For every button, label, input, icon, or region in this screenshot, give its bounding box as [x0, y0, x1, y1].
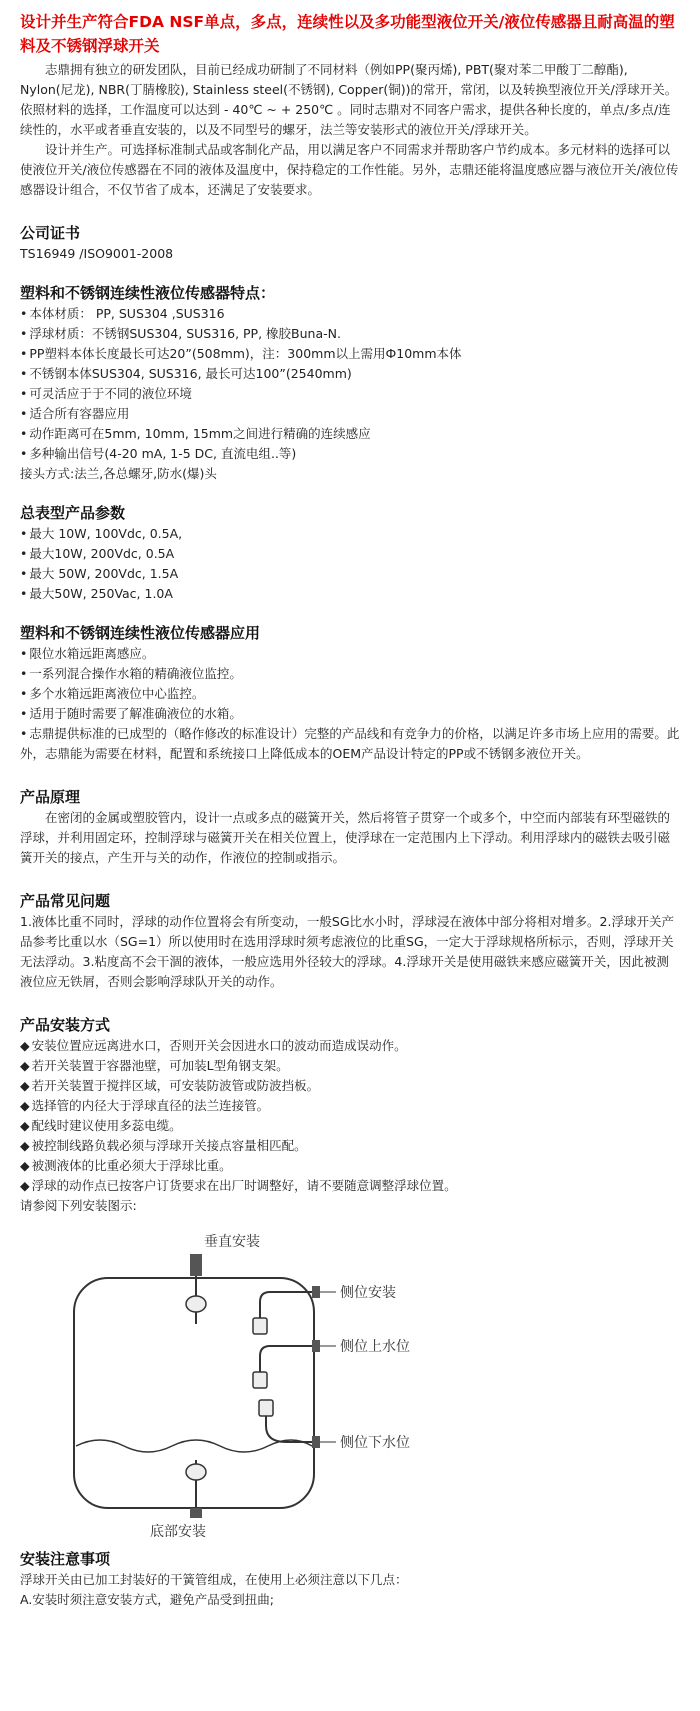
list-item: • 志鼎提供标准的已成型的（略作修改的标准设计）完整的产品线和有竞争力的价格，以满足许多市场上应用的需要。此外，志鼎能为需要在材料，配置和系统接口上降低成本的OEM产品设计特定的PP或不锈钢多液位开关。 — [20, 726, 680, 761]
bullet-icon: • — [20, 346, 28, 361]
bullet-icon: • — [20, 646, 28, 661]
side-upper-float-icon — [253, 1372, 267, 1388]
diamond-bullet-icon: ◆ — [20, 1058, 30, 1073]
side-float-icon — [253, 1318, 267, 1334]
notes-heading: 安装注意事项 — [20, 1550, 111, 1568]
cert-heading: 公司证书 — [20, 224, 81, 242]
features-tail: 接头方式:法兰,各总螺牙,防水(爆)头 — [20, 466, 217, 481]
top-switch-fitting — [190, 1254, 202, 1276]
list-item: • 限位水箱远距离感应。 — [20, 646, 155, 661]
list-item: ◆ 配线时建议使用多蕊电缆。 — [20, 1118, 182, 1133]
bottom-float-icon — [186, 1464, 206, 1480]
list-item: • 不锈钢本体SUS304, SUS316, 最长可达100”(2540mm) — [20, 366, 352, 381]
bullet-icon: • — [20, 326, 28, 341]
faq-heading: 产品常见问题 — [20, 892, 111, 910]
intro-paragraph-2: 设计并生产。可选择标准制式品或客制化产品，用以满足客户不同需求并帮助客户节约成本。多元材料的选择可以使液位开关/液位传感器在不同的液体及温度中，保持稳定的工作性能。另外，志鼎还能将温度感应器与液位开关/液位传感器设计组合，不仅节省了成本，还满足了安装要求。 — [20, 142, 679, 197]
bullet-icon: • — [20, 566, 28, 581]
diamond-bullet-icon: ◆ — [20, 1098, 30, 1113]
bullet-icon: • — [20, 446, 28, 461]
bullet-icon: • — [20, 406, 28, 421]
applications-list — [20, 644, 680, 764]
install-heading: 产品安装方式 — [20, 1016, 111, 1034]
side-lower-float-icon — [259, 1400, 273, 1416]
label-side-lower: 侧位下水位 — [340, 1435, 410, 1451]
list-item: • 一系列混合操作水箱的精确液位监控。 — [20, 666, 242, 681]
list-item: • 最大 10W, 100Vdc, 0.5A, — [20, 526, 183, 541]
bullet-icon: • — [20, 366, 28, 381]
bullet-icon: • — [20, 666, 28, 681]
list-item: ◆ 若开关装置于容器池壁，可加装L型角钢支架。 — [20, 1058, 289, 1073]
bottom-fitting — [190, 1508, 202, 1518]
bullet-icon: • — [20, 726, 28, 741]
list-item: ◆ 被测液体的比重必须大于浮球比重。 — [20, 1158, 232, 1173]
install-tail: 请参阅下列安装图示: — [20, 1198, 137, 1213]
bullet-icon: • — [20, 686, 28, 701]
cert-text: TS16949 /ISO9001-2008 — [20, 246, 174, 261]
installation-diagram — [20, 1220, 680, 1540]
features-heading: 塑料和不锈钢连续性液位传感器特点： — [20, 284, 276, 302]
list-item: • PP塑料本体长度最长可达20”(508mm)，注：300mm以上需用Ф10mm本体 — [20, 346, 462, 361]
list-item: ◆ 选择管的内径大于浮球直径的法兰连接管。 — [20, 1098, 270, 1113]
diamond-bullet-icon: ◆ — [20, 1038, 30, 1053]
label-side-install: 侧位安装 — [340, 1285, 396, 1301]
bullet-icon: • — [20, 546, 28, 561]
params-heading: 总表型产品参数 — [20, 504, 126, 522]
side-switch-stem — [260, 1292, 314, 1318]
notes-line-a: A.安装时须注意安装方式，避免产品受到扭曲; — [20, 1592, 275, 1607]
list-item: ◆ 被控制线路负载必须与浮球开关接点容量相匹配。 — [20, 1138, 307, 1153]
features-list — [20, 304, 680, 464]
label-top-install: 垂直安装 — [204, 1234, 260, 1250]
top-float-icon — [186, 1296, 206, 1312]
diamond-bullet-icon: ◆ — [20, 1078, 30, 1093]
list-item: • 最大50W, 250Vac, 1.0A — [20, 586, 173, 601]
diamond-bullet-icon: ◆ — [20, 1138, 30, 1153]
page-title: 设计并生产符合FDA NSF单点，多点，连续性以及多功能型液位开关/液位传感器且耐高温的塑料及不锈钢浮球开关 — [20, 13, 675, 55]
diamond-bullet-icon: ◆ — [20, 1178, 30, 1193]
side-lower-stem — [266, 1416, 314, 1442]
notes-intro: 浮球开关由已加工封装好的干簧管组成，在使用上必须注意以下几点： — [20, 1572, 408, 1587]
list-item: • 本体材质： PP, SUS304 ,SUS316 — [20, 306, 225, 321]
list-item: • 可灵活应于于不同的液位环境 — [20, 386, 192, 401]
principle-heading: 产品原理 — [20, 788, 81, 806]
list-item: ◆ 安装位置应远离进水口，否则开关会因进水口的波动而造成误动作。 — [20, 1038, 407, 1053]
bullet-icon: • — [20, 426, 28, 441]
applications-heading: 塑料和不锈钢连续性液位传感器应用 — [20, 624, 261, 642]
faq-text: 1.液体比重不同时，浮球的动作位置将会有所变动，一般SG比水小时，浮球浸在液体中部分将相对增多。2.浮球开关产品参考比重以水（SG=1）所以使用时在选用浮球时须考虑液位的比重SG，一定大于浮球规格所标示，否则，浮球开关无法浮动。3.粘度高不会干涸的液体，一般应选用外径较大的浮球。4.浮球开关是使用磁铁来感应磁簧开关，因此被测液位应无铁屑，否则会影响浮球队开关的动作。 — [20, 914, 674, 989]
bullet-icon: • — [20, 526, 28, 541]
list-item: ◆ 浮球的动作点已按客户订货要求在出厂时调整好，请不要随意调整浮球位置。 — [20, 1178, 457, 1193]
install-list — [20, 1036, 680, 1196]
list-item: • 适合所有容器应用 — [20, 406, 130, 421]
page-content — [20, 10, 680, 1610]
list-item: • 动作距离可在5mm, 10mm, 15mm之间进行精确的连续感应 — [20, 426, 371, 441]
bullet-icon: • — [20, 386, 28, 401]
list-item: • 浮球材质：不锈钢SUS304, SUS316, PP, 橡胶Buna-N. — [20, 326, 341, 341]
list-item: • 多种输出信号(4-20 mA, 1-5 DC, 直流电组..等) — [20, 446, 297, 461]
side-lower-fitting — [312, 1436, 320, 1448]
side-upper-fitting — [312, 1340, 320, 1352]
side-upper-stem — [260, 1346, 314, 1372]
intro-paragraph-1: 志鼎拥有独立的研发团队，目前已经成功研制了不同材料（例如PP(聚丙烯), PBT(聚对苯二甲酸丁二醇酯), Nylon(尼龙), NBR(丁腈橡胶), Stainless steel(不锈钢), Copper(铜))的常开，常闭，以及转换型液位开关/浮球开关。依照材料的选择，工作温度可以达到 - 40℃ ~ + 250℃ 。同时志鼎对不同客户需求，提供各种长度的，单点/多点/连续性的，水平或者垂直安装的，以及不同型号的螺牙，法兰等安装形式的液位开关/浮球开关。 — [20, 62, 678, 137]
bullet-icon: • — [20, 706, 28, 721]
label-bottom-install: 底部安装 — [150, 1524, 206, 1540]
bullet-icon: • — [20, 586, 28, 601]
diamond-bullet-icon: ◆ — [20, 1158, 30, 1173]
list-item: • 最大10W, 200Vdc, 0.5A — [20, 546, 175, 561]
list-item: • 多个水箱远距离液位中心监控。 — [20, 686, 205, 701]
list-item: ◆ 若开关装置于搅拌区域，可安装防波管或防波挡板。 — [20, 1078, 320, 1093]
principle-text: 在密闭的金属或塑胶管内，设计一点或多点的磁簧开关，然后将管子贯穿一个或多个，中空而内部装有环型磁铁的浮球，并利用固定环，控制浮球与磁簧开关在相关位置上，使浮球在一定范围内上下浮动。利用浮球内的磁铁去吸引磁簧开关的接点，产生开与关的动作，作液位的控制或指示。 — [20, 810, 671, 865]
bullet-icon: • — [20, 306, 28, 321]
diamond-bullet-icon: ◆ — [20, 1118, 30, 1133]
list-item: • 适用于随时需要了解准确液位的水箱。 — [20, 706, 242, 721]
list-item: • 最大 50W, 200Vdc, 1.5A — [20, 566, 179, 581]
label-side-upper: 侧位上水位 — [340, 1339, 410, 1355]
side-fitting — [312, 1286, 320, 1298]
params-list — [20, 524, 680, 604]
